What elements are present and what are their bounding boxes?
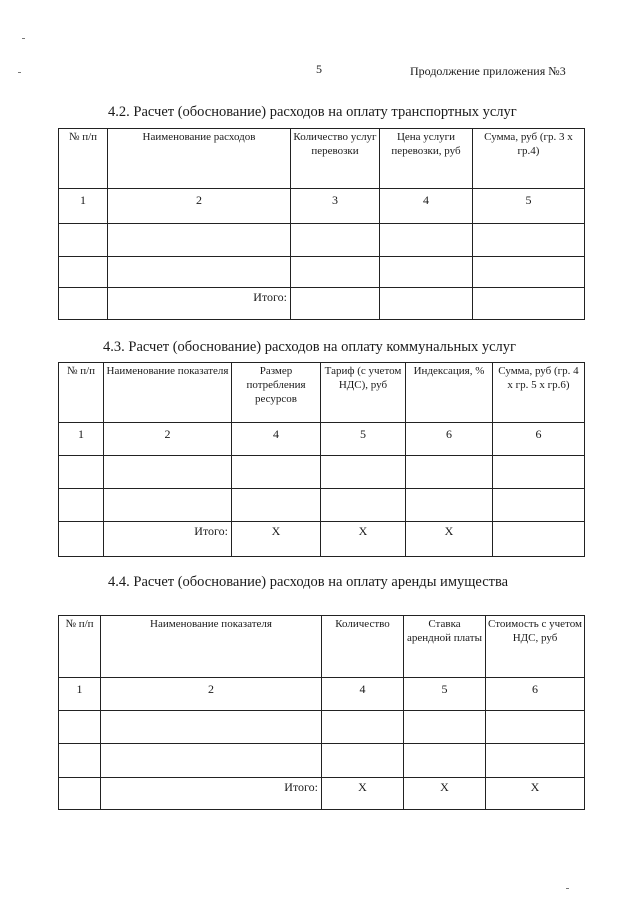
table-row (59, 224, 585, 257)
table-cell (380, 288, 473, 320)
column-number: 4 (232, 423, 321, 456)
scan-speck (22, 38, 25, 39)
table-cell (473, 257, 585, 288)
total-label: Итого: (104, 522, 232, 557)
column-number: 4 (322, 678, 404, 711)
table-cell (108, 224, 291, 257)
column-number: 6 (493, 423, 585, 456)
column-number: 2 (101, 678, 322, 711)
header-cell: Размер потребления ресурсов (232, 363, 321, 423)
column-number: 5 (404, 678, 486, 711)
total-mark: X (322, 778, 404, 810)
table-cell (59, 711, 101, 744)
table-cell (101, 711, 322, 744)
header-cell: Сумма, руб (гр. 4 х гр. 5 х гр.6) (493, 363, 585, 423)
table-cell (232, 456, 321, 489)
table-cell (59, 522, 104, 557)
utilities-costs-table (58, 362, 585, 557)
header-cell: Цена услуги перевозки, руб (380, 129, 473, 189)
table-row (59, 489, 585, 522)
table-cell (406, 489, 493, 522)
table-row (59, 456, 585, 489)
table-cell (59, 257, 108, 288)
header-cell: Тариф (с учетом НДС), руб (321, 363, 406, 423)
table-cell (493, 522, 585, 557)
header-cell: Количество (322, 616, 404, 678)
header-cell: № п/п (59, 363, 104, 423)
table-cell (291, 224, 380, 257)
table-cell (59, 489, 104, 522)
table-cell (322, 744, 404, 778)
total-label: Итого: (108, 288, 291, 320)
column-number-row (59, 189, 585, 224)
total-label: Итого: (101, 778, 322, 810)
table-cell (404, 744, 486, 778)
rent-costs-table (58, 615, 585, 810)
section-title-transport: 4.2. Расчет (обоснование) расходов на оплату транспортных услуг (108, 104, 517, 120)
table-cell (59, 778, 101, 810)
total-row (59, 288, 585, 320)
column-number: 2 (104, 423, 232, 456)
header-cell: Сумма, руб (гр. 3 х гр.4) (473, 129, 585, 189)
table-cell (291, 257, 380, 288)
header-cell: № п/п (59, 616, 101, 678)
total-mark: X (406, 522, 493, 557)
column-number: 5 (473, 189, 585, 224)
section-title-utilities: 4.3. Расчет (обоснование) расходов на оплату коммунальных услуг (103, 339, 516, 355)
table-cell (380, 224, 473, 257)
total-row (59, 522, 585, 557)
table-cell (473, 224, 585, 257)
table-row (59, 257, 585, 288)
total-mark: X (486, 778, 585, 810)
table-header-row (59, 129, 585, 189)
column-number: 6 (406, 423, 493, 456)
header-cell: Наименование расходов (108, 129, 291, 189)
table-cell (104, 489, 232, 522)
table-cell (232, 489, 321, 522)
header-cell: Ставка арендной платы (404, 616, 486, 678)
table-cell (104, 456, 232, 489)
table-cell (404, 711, 486, 744)
table-cell (486, 744, 585, 778)
column-number: 1 (59, 423, 104, 456)
total-mark: X (321, 522, 406, 557)
column-number: 1 (59, 189, 108, 224)
table-cell (473, 288, 585, 320)
column-number-row (59, 423, 585, 456)
continuation-label: Продолжение приложения №3 (410, 64, 566, 78)
column-number: 1 (59, 678, 101, 711)
total-mark: X (404, 778, 486, 810)
table-cell (321, 456, 406, 489)
table-row (59, 744, 585, 778)
scan-speck (566, 888, 569, 889)
table-cell (59, 224, 108, 257)
table-cell (101, 744, 322, 778)
table-cell (291, 288, 380, 320)
table-cell (380, 257, 473, 288)
header-cell: Наименование показателя (104, 363, 232, 423)
column-number: 2 (108, 189, 291, 224)
column-number: 6 (486, 678, 585, 711)
column-number: 4 (380, 189, 473, 224)
table-cell (322, 711, 404, 744)
column-number-row (59, 678, 585, 711)
total-mark: X (232, 522, 321, 557)
table-cell (493, 456, 585, 489)
table-cell (493, 489, 585, 522)
header-cell: Индексация, % (406, 363, 493, 423)
table-cell (59, 288, 108, 320)
table-cell (486, 711, 585, 744)
transport-costs-table (58, 128, 585, 320)
table-cell (108, 257, 291, 288)
table-cell (59, 456, 104, 489)
header-cell: № п/п (59, 129, 108, 189)
table-cell (406, 456, 493, 489)
section-title-rent: 4.4. Расчет (обоснование) расходов на оплату аренды имущества (108, 574, 509, 590)
header-cell: Стоимость с учетом НДС, руб (486, 616, 585, 678)
column-number: 5 (321, 423, 406, 456)
table-header-row (59, 616, 585, 678)
header-cell: Наименование показателя (101, 616, 322, 678)
total-row (59, 778, 585, 810)
table-cell (321, 489, 406, 522)
table-cell (59, 744, 101, 778)
scan-speck (18, 72, 21, 73)
page-number: 5 (316, 62, 322, 76)
table-row (59, 711, 585, 744)
table-header-row (59, 363, 585, 423)
column-number: 3 (291, 189, 380, 224)
header-cell: Количество услуг перевозки (291, 129, 380, 189)
